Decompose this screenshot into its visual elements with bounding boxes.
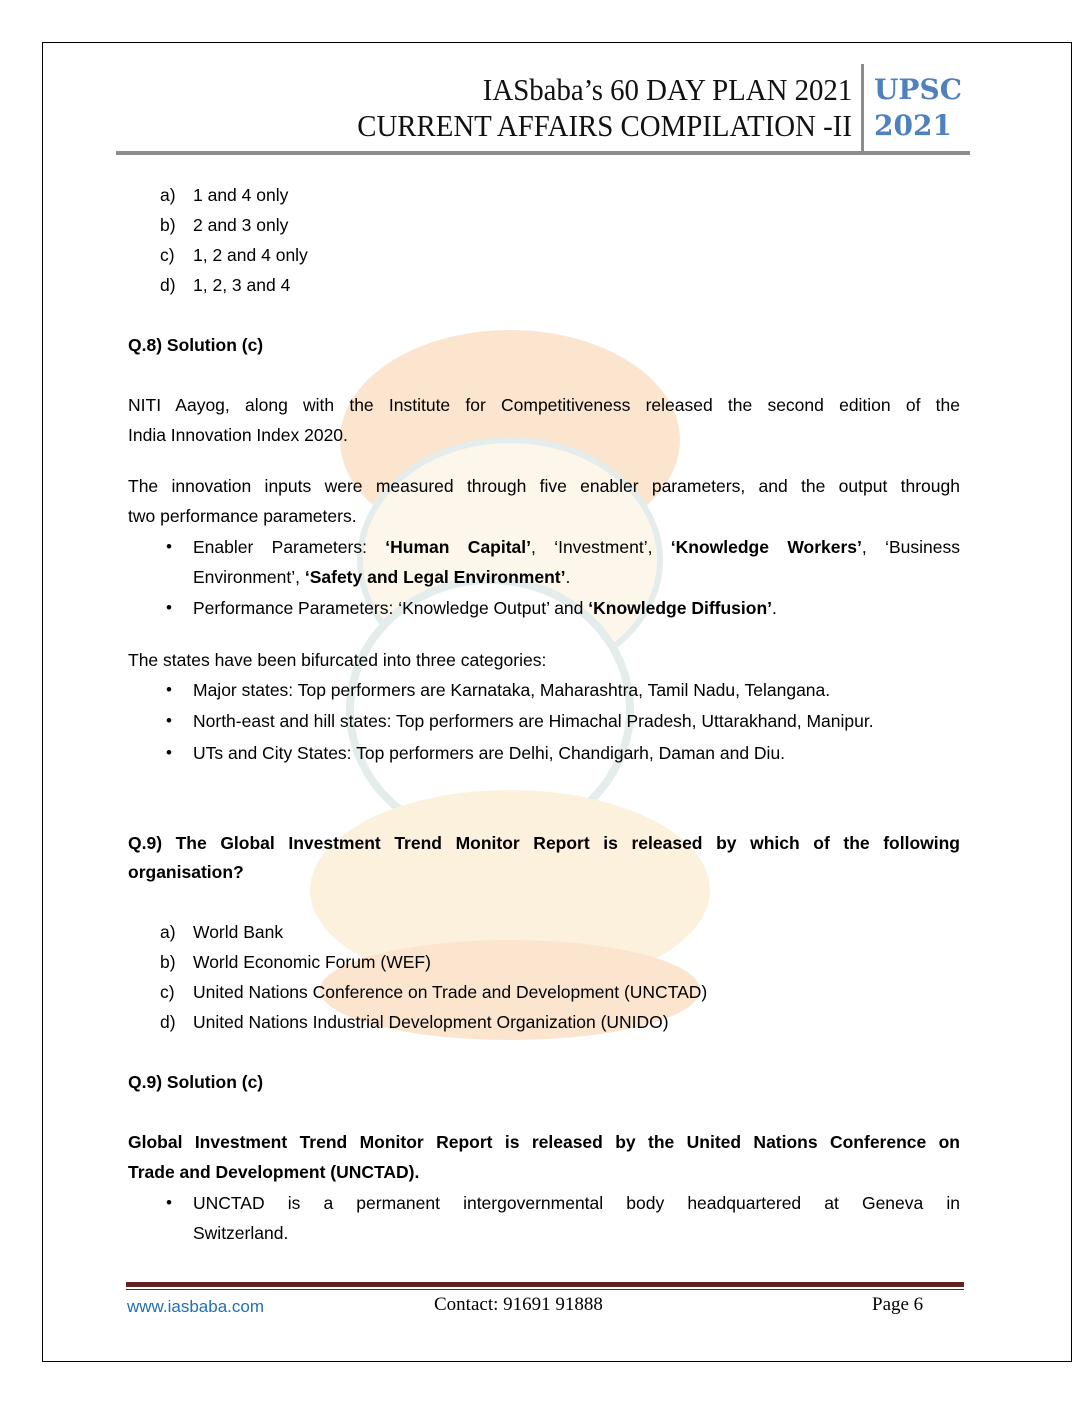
bullet-icon: • <box>166 598 172 617</box>
paragraph-line: Trade and Development (UNCTAD). <box>128 1162 420 1182</box>
q8-solution-heading: Q.8) Solution (c) <box>128 335 264 355</box>
q8-option-a: a) 1 and 4 only <box>160 185 289 205</box>
paragraph-line: The innovation inputs were measured through five enabler parameters, and the output through <box>128 476 960 496</box>
unctad-line: UNCTAD is a permanent intergovernmental body headquartered at Geneva in <box>193 1193 960 1213</box>
bullet-icon: • <box>166 711 172 730</box>
bullet-icon: • <box>166 537 172 556</box>
state-item: Major states: Top performers are Karnataka, Maharashtra, Tamil Nadu, Telangana. <box>193 680 831 700</box>
header-divider <box>861 64 864 154</box>
q8-option-c: c) 1, 2 and 4 only <box>160 245 308 265</box>
header-rule <box>116 151 970 155</box>
bullet-icon: • <box>166 1193 172 1212</box>
header-title: IASbaba’s 60 DAY PLAN 2021 <box>482 72 852 107</box>
enabler-line: Enabler Parameters: ‘Human Capital’, ‘Investment’, ‘Knowledge Workers’, ‘Business <box>193 537 960 557</box>
q9-option-b: b) World Economic Forum (WEF) <box>160 952 431 972</box>
footer-contact: Contact: 91691 91888 <box>434 1294 603 1315</box>
website-link[interactable]: www.iasbaba.com <box>127 1297 265 1316</box>
q9-option-d: d) United Nations Industrial Development Organization (UNIDO) <box>160 1012 669 1032</box>
state-item: North-east and hill states: Top performers are Himachal Pradesh, Uttarakhand, Manipur. <box>193 711 874 731</box>
header-badge-upsc: UPSC <box>874 73 962 106</box>
q9-option-c: c) United Nations Conference on Trade and Development (UNCTAD) <box>160 982 708 1002</box>
q8-option-d: d) 1, 2, 3 and 4 <box>160 275 291 295</box>
paragraph-line: NITI Aayog, along with the Institute for Competitiveness released the second edition of the <box>128 395 960 415</box>
state-item: UTs and City States: Top performers are Delhi, Chandigarh, Daman and Diu. <box>193 743 786 763</box>
q8-option-b: b) 2 and 3 only <box>160 215 289 235</box>
q9-solution-heading: Q.9) Solution (c) <box>128 1072 264 1092</box>
paragraph-line: The states have been bifurcated into three categories: <box>128 650 547 670</box>
footer-rule <box>126 1282 964 1287</box>
header-subtitle: CURRENT AFFAIRS COMPILATION -II <box>357 108 852 143</box>
paragraph-line: Global Investment Trend Monitor Report is released by the United Nations Conference on <box>128 1132 960 1152</box>
enabler-line-2: Environment’, ‘Safety and Legal Environment’. <box>193 567 571 587</box>
q9-question: Q.9) The Global Investment Trend Monitor Report is released by which of the following <box>128 833 960 853</box>
bullet-icon: • <box>166 743 172 762</box>
unctad-line-2: Switzerland. <box>193 1223 289 1243</box>
paragraph-line: India Innovation Index 2020. <box>128 425 348 445</box>
performance-line: Performance Parameters: ‘Knowledge Output’ and ‘Knowledge Diffusion’. <box>193 598 777 618</box>
q9-option-a: a) World Bank <box>160 922 284 942</box>
footer-rule-thin <box>126 1289 964 1290</box>
paragraph-line: two performance parameters. <box>128 506 357 526</box>
page-number: Page 6 <box>872 1294 924 1315</box>
header-badge-year: 2021 <box>874 109 952 142</box>
q9-question-2: organisation? <box>128 862 244 882</box>
bullet-icon: • <box>166 680 172 699</box>
